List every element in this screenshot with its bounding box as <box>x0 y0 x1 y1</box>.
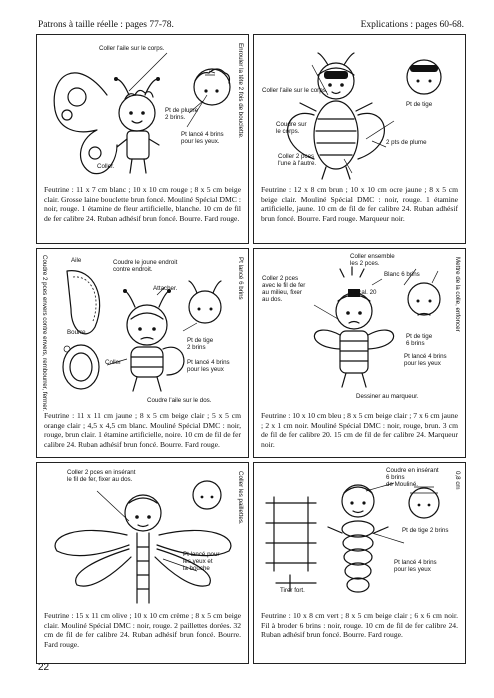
cell4-label-stem: Pt de tige 6 brins <box>406 333 433 347</box>
cell6-label-pull: Tirer fort. <box>280 587 305 594</box>
cell1-label-wing: Coller l'aile sur le corps. <box>99 45 165 52</box>
cell3-label-wing: Aile <box>71 257 82 264</box>
cell3-description: Feutrine : 11 x 11 cm jaune ; 8 x 5 cm beige clair ; 5 x 5 cm orange clair ; 4,5 x 4,5 cm blanc. Mouliné Spécial DMC : noir, rouge, brun clair. 1 étamine artificielle, noire. 10 cm de fil de fer calibre 24. Ruban adhésif brun foncé. Bourre. Fard rouge. <box>44 411 241 449</box>
cell4-label-white: Blanc 6 brins <box>384 271 420 278</box>
cell1-label-stitch: Pt de plume 2 brins. <box>165 107 199 121</box>
cell2-label-sew: Coudre sur le corps. <box>276 121 307 135</box>
dragonfly-illustration <box>37 463 250 611</box>
cell6-description: Feutrine : 10 x 8 cm vert ; 8 x 5 cm beige clair ; 6 x 6 cm noir. Fil à broder 6 brins : noir, rouge. 10 cm de fil de fer calibre 24. Ruban adhésif brun foncé. Bourre. Fard rouge. <box>261 611 458 640</box>
cell4-label-gauge: Fil cal. 20 <box>350 289 377 296</box>
cell5-label-sequins: Coller les paillettes. <box>237 471 244 525</box>
cell1-description: Feutrine : 11 x 7 cm blanc ; 10 x 10 cm rouge ; 8 x 5 cm beige clair. Grosse laine bouclette brun foncé. Mouliné Spécial DMC : noir, rouge. 1 étamine de fleur artificielle, blanche. 10 cm de fil de fer calibre 24. Ruban adhésif brun foncé. Bourre. Fard rouge. <box>44 185 241 223</box>
cell3-label-stuff: Coudre 2 pces envers contre envers, rembourrer, fermer. <box>41 255 48 412</box>
cell4-label-together: Coller ensemble les 2 pces. <box>350 253 395 267</box>
cell-bluebee <box>253 248 466 458</box>
cell2-label-plume: 2 pts de plume <box>386 139 427 146</box>
cell-butterfly <box>36 34 249 244</box>
cell3-label-back: Coudre l'aile sur le dos. <box>147 397 212 404</box>
cell3-label-bourre: Bourre <box>67 329 86 336</box>
cell1-label-glue: Coller. <box>97 163 115 170</box>
cell5-description: Feutrine : 15 x 11 cm olive ; 10 x 10 cm crème ; 8 x 5 cm beige clair. Mouliné Spécial DMC : noir, rouge. 2 paillettes dorées. 32 cm de fil de fer calibre 24. Ruban adhésif brun foncé. Bourre. Fard rouge. <box>44 611 241 649</box>
cell1-label-wrap: Enrouler la tête 2 fois de bouclette. <box>237 43 244 139</box>
bluebee-illustration <box>254 249 467 411</box>
cell-fly <box>253 34 466 244</box>
cell3-label-sew: Coudre le joune endroit contre endroit. <box>113 259 178 273</box>
cell4-label-wire: Coller 2 pces avec le fil de fer au milieu, fixer au dos. <box>262 275 306 303</box>
cell3-label-glue: Coller <box>105 359 122 366</box>
cell2-description: Feutrine : 12 x 8 cm brun ; 10 x 10 cm ocre jaune ; 8 x 5 cm beige clair. Mouliné Spécial DMC : noir, rouge. 1 étamine artificielle, jaune. 10 cm de fil de fer calibre 24. Ruban adhésif brun foncé. Bourre. Fard rouge. Marqueur noir. <box>261 185 458 223</box>
cell-dragonfly <box>36 462 249 664</box>
cell4-description: Feutrine : 10 x 10 cm bleu ; 8 x 5 cm beige clair ; 7 x 6 cm jaune ; 2 x 1 cm noir. Mouliné Spécial DMC : noir, rouge, brun. 3 cm de fil de fer calibre 20. 15 cm de fil de fer calibre 24. Marqueur noir. <box>261 411 458 449</box>
pattern-grid <box>36 34 466 664</box>
cell-bee <box>36 248 249 458</box>
cell4-label-glue: Mettre de la colle, enfoncer <box>454 257 461 332</box>
butterfly-illustration <box>37 35 250 183</box>
cell6-label-sew: Coudre en insérant 6 brins de Mouliné. <box>386 467 439 488</box>
page-number: 22 <box>38 662 50 673</box>
cell3-label-attach: Attacher. <box>153 285 178 292</box>
cell-caterpillar <box>253 462 466 664</box>
cell6-label-size: 0,8 cm <box>454 471 461 490</box>
cell1-label-eyes: Pt lancé 4 brins pour les yeux. <box>181 131 224 145</box>
cell5-label-wire: Coller 2 pces en insérant le fil de fer, fixer au dos. <box>67 469 136 483</box>
cell4-label-marker: Dessiner au marqueur. <box>356 393 419 400</box>
cell4-label-eyes: Pt lancé 4 brins pour les yeux <box>404 353 447 367</box>
cell5-label-eyes: Pt lancé pour les yeux et la bouche <box>183 551 220 572</box>
cell2-label-wing: Coller l'aile sur le corps. <box>262 87 328 94</box>
cell3-label-thread: Pt lancé 6 brins <box>237 257 244 300</box>
cell6-label-stem: Pt de tige 2 brins <box>402 527 449 534</box>
cell3-label-eyes: Pt lancé 4 brins pour les yeux <box>187 359 230 373</box>
cell2-label-glue: Coller 2 pces l'une à l'autre. <box>278 153 317 167</box>
header-left: Patrons à taille réelle : pages 77-78. <box>38 20 174 30</box>
cell6-label-eyes: Pt lancé 4 brins pour les yeux <box>394 559 437 573</box>
header-right: Explications : pages 60-68. <box>360 20 464 30</box>
cell3-label-stem: Pt de tige 2 brins <box>187 337 214 351</box>
cell2-label-stem: Pt de tige <box>406 101 433 108</box>
